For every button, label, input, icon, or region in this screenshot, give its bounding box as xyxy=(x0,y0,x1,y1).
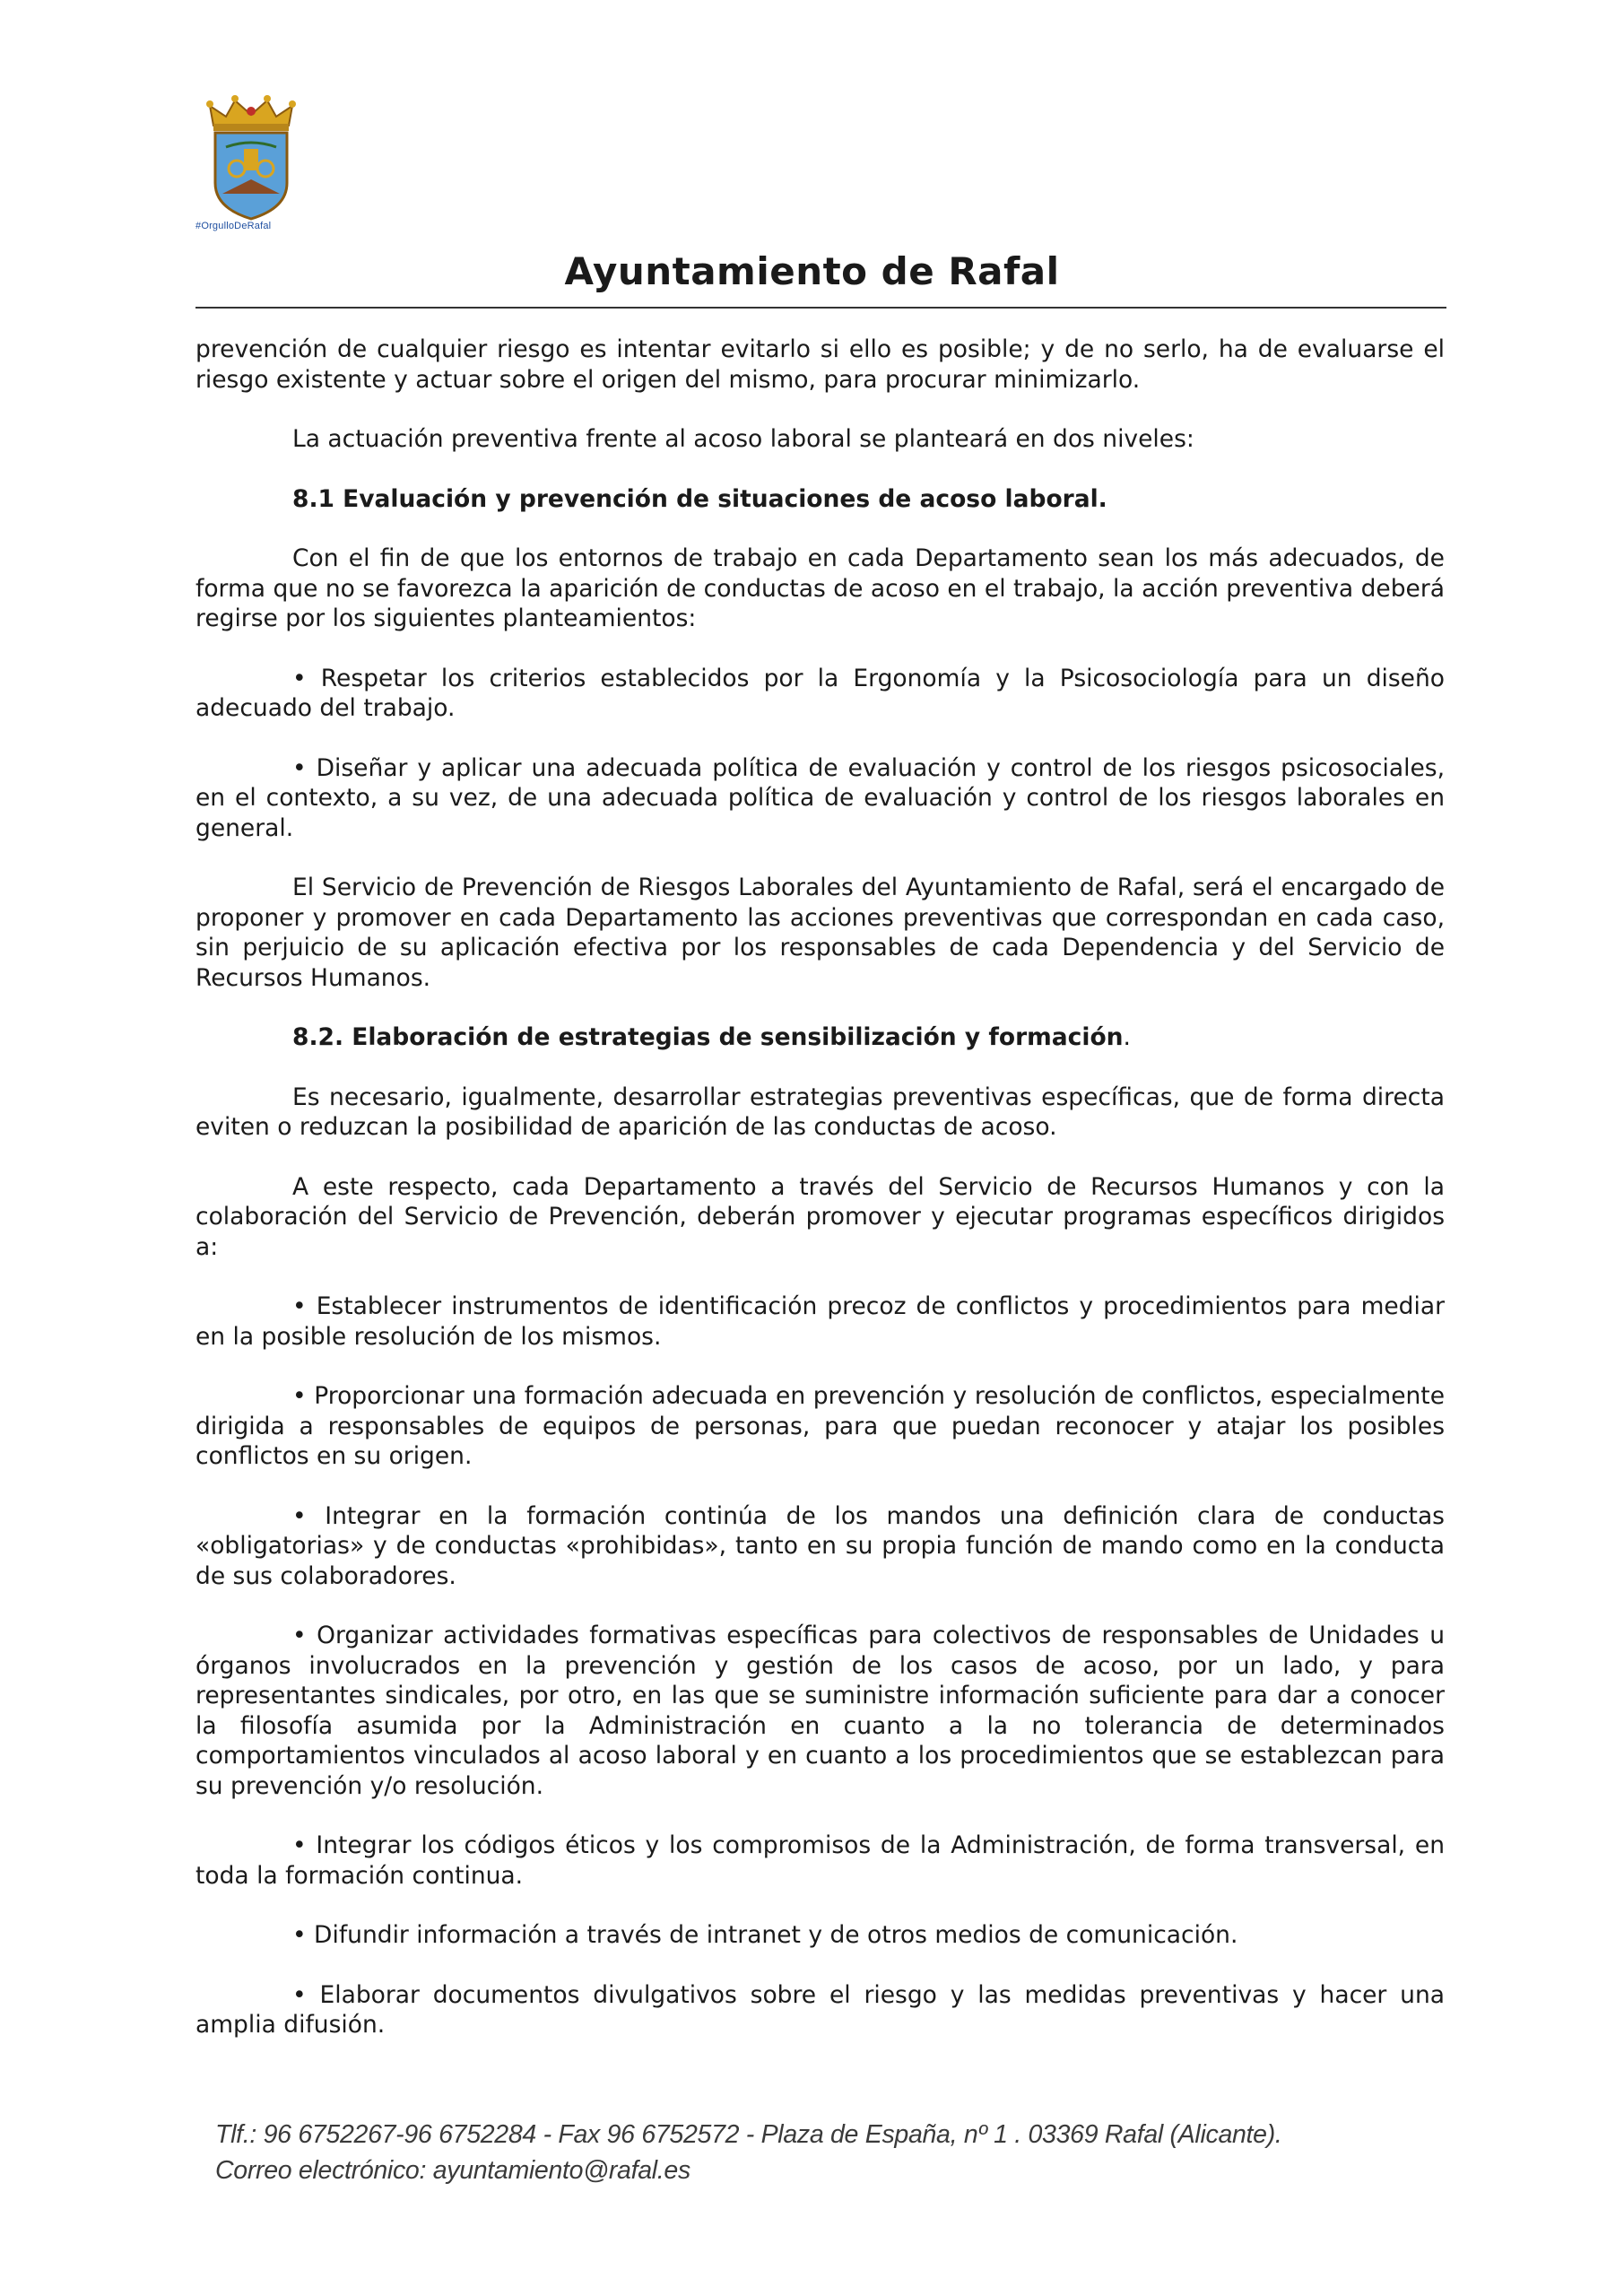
bullet-item: • Establecer instrumentos de identificación precoz de conflictos y procedimientos para mediar en la posible resolución de los mismos. xyxy=(195,1292,1445,1351)
bullet-item: • Organizar actividades formativas específicas para colectivos de responsables de Unidades u órganos involucrados en la prevención y gestión de los casos de acoso, por un lado, y para representantes sindicales, por otro, en las que se suministre información suficiente para dar a conocer la filosofía asumida por la Administración en cuanto a la no tolerancia de determinados comportamientos vinculados al acoso laboral y en cuanto a los procedimientos que se establezcan para su prevención y/o resolución. xyxy=(195,1622,1445,1800)
paragraph: A este respecto, cada Departamento a través del Servicio de Recursos Humanos y con la colaboración del Servicio de Prevención, deberán promover y ejecutar programas específicos dirigidos a: xyxy=(195,1172,1445,1261)
paragraph: Con el fin de que los entornos de trabajo en cada Departamento sean los más adecuados, de forma que no se favorezca la aparición de conductas de acoso en el trabajo, la acción preventiva deberá regirse por los siguientes planteamientos: xyxy=(195,544,1445,632)
header-divider xyxy=(195,307,1446,309)
logo-social-tag: #OrgulloDeRafal xyxy=(195,221,272,231)
bullet-item: • Respetar los criterios establecidos por la Ergonomía y la Psicosociología para un diseño adecuado del trabajo. xyxy=(195,664,1445,722)
section-heading-period: . xyxy=(1123,1023,1131,1051)
section-heading-text: 8.2. Elaboración de estrategias de sensibilización y formación xyxy=(292,1023,1124,1051)
bullet-item: • Difundir información a través de intranet y de otros medios de comunicación. xyxy=(292,1921,1238,1949)
footer-email-line: Correo electrónico: ayuntamiento@rafal.es xyxy=(215,2156,690,2185)
coat-of-arms-logo xyxy=(195,93,308,235)
paragraph: Es necesario, igualmente, desarrollar estrategias preventivas específicas, que de forma directa eviten o reduzcan la posibilidad de aparición de las conductas de acoso. xyxy=(195,1083,1445,1141)
paragraph: prevención de cualquier riesgo es intentar evitarlo si ello es posible; y de no serlo, ha de evaluarse el riesgo existente y actuar sobre el origen del mismo, para procurar minimizarlo. xyxy=(195,335,1445,394)
paragraph: El Servicio de Prevención de Riesgos Laborales del Ayuntamiento de Rafal, será el encargado de proponer y promover en cada Departamento las acciones preventivas que correspondan en cada caso, sin perjuicio de su aplicación efectiva por los responsables de cada Dependencia y del Servicio de Recursos Humanos. xyxy=(195,874,1445,992)
bullet-item: • Elaborar documentos divulgativos sobre el riesgo y las medidas preventivas y hacer una amplia difusión. xyxy=(195,1980,1445,2039)
paragraph: La actuación preventiva frente al acoso laboral se planteará en dos niveles: xyxy=(292,425,1194,453)
bullet-item: • Integrar los códigos éticos y los compromisos de la Administración, de forma transversal, en toda la formación continua. xyxy=(195,1831,1445,1890)
bullet-item: • Diseñar y aplicar una adecuada política de evaluación y control de los riesgos psicosociales, en el contexto, a su vez, de una adecuada política de evaluación y control de los riesgos laborales en general. xyxy=(195,753,1445,842)
bullet-item: • Proporcionar una formación adecuada en prevención y resolución de conflictos, especialmente dirigida a responsables de equipos de personas, para que puedan reconocer y atajar los posibles conflictos en su origen. xyxy=(195,1382,1445,1470)
section-heading xyxy=(195,1022,1445,1053)
bullet-item: • Integrar en la formación continúa de los mandos una definición clara de conductas «obligatorias» y de conductas «prohibidas», tanto en su propia función de mando como en la conducta de sus colaboradores. xyxy=(195,1501,1445,1590)
section-heading: 8.1 Evaluación y prevención de situaciones de acoso laboral. xyxy=(292,484,1107,513)
footer-contact-line: Tlf.: 96 6752267-96 6752284 - Fax 96 6752572 - Plaza de España, nº 1 . 03369 Rafal (Alicante). xyxy=(215,2120,1282,2149)
page-header-title: Ayuntamiento de Rafal xyxy=(564,249,1060,293)
document-body xyxy=(195,335,1445,2070)
page-footer xyxy=(215,2117,1282,2188)
